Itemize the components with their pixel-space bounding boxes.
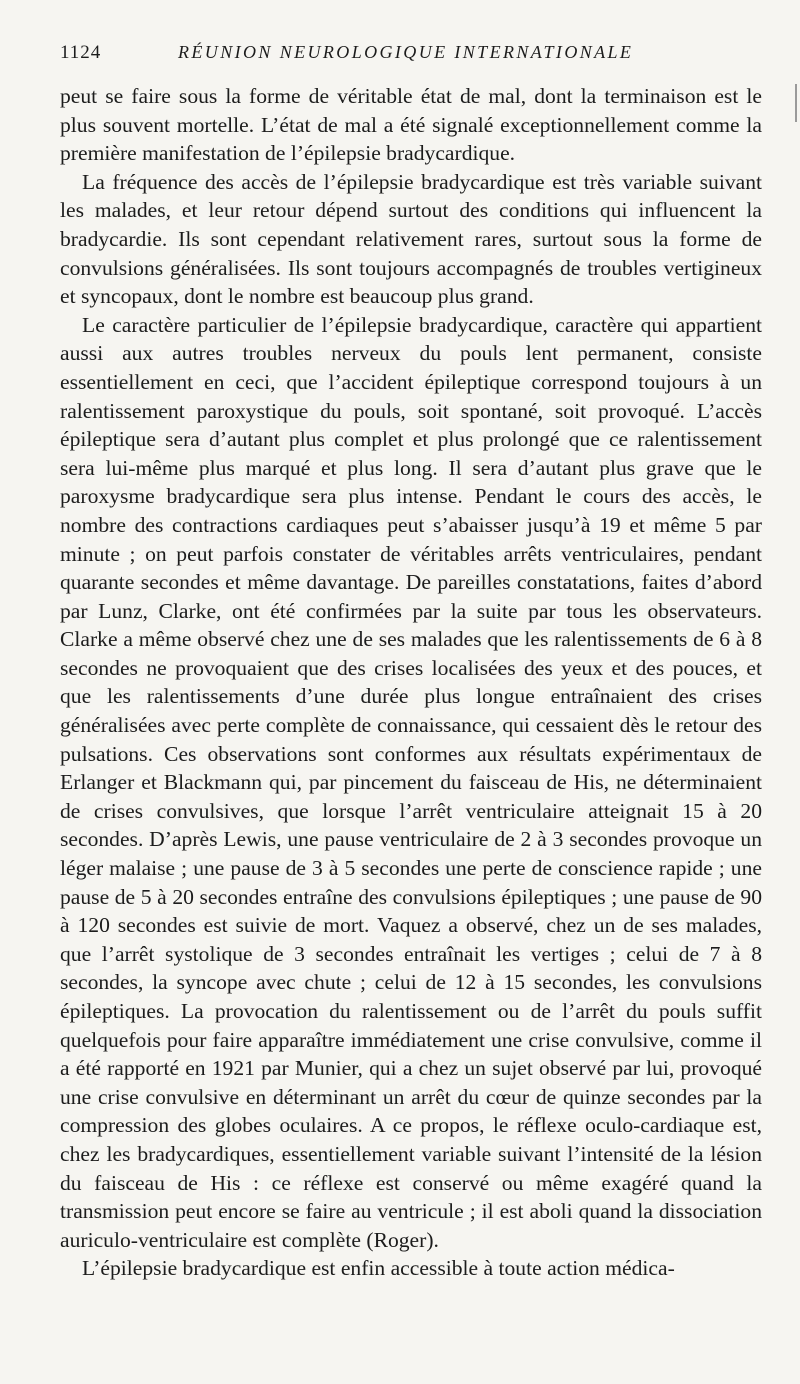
body-text — [60, 82, 762, 1283]
page-edge-mark — [795, 84, 797, 122]
paragraph-frequency: La fréquence des accès de l’épilepsie bradycardique est très variable suivant les malades, et leur retour dépend surtout des conditions qui influencent la bradycardie. Ils sont cependant relativement rares, surtout sous la forme de convulsions généralisées. Ils sont toujours accompagnés de troubles vertigineux et syncopaux, dont le nombre est beaucoup plus grand. — [60, 169, 762, 309]
page-number: 1124 — [60, 42, 102, 63]
running-title: RÉUNION NEUROLOGIQUE INTERNATIONALE — [178, 42, 634, 62]
page-header — [60, 42, 762, 82]
paragraph-continued: peut se faire sous la forme de véritable état de mal, dont la terminaison est le plus souvent mortelle. L’état de mal a été signalé exceptionnellement comme la première manifestation de l’épilepsie bradycardique. — [60, 84, 762, 166]
paragraph-character: Le caractère particulier de l’épilepsie bradycardique, caractère qui appartient aussi aux autres troubles nerveux du pouls lent permanent, consiste essentiellement en ceci, que l’accident épileptique correspond toujours à un ralentissement paroxystique du pouls, soit spontané, soit provoqué. L’accès épileptique sera d’autant plus complet et plus prolongé que ce ralentissement sera lui-même plus marqué et plus long. Il sera d’autant plus grave que le paroxysme bradycardique sera plus intense. Pendant le cours des accès, le nombre des contractions cardiaques peut s’abaisser jusqu’à 19 et même 5 par minute ; on peut parfois constater de véritables arrêts ventriculaires, pendant quarante secondes et même davantage. De pareilles constatations, faites d’abord par Lunz, Clarke, ont été confirmées par la suite par tous les observateurs. Clarke a même observé chez une de ses malades que les ralentissements de 6 à 8 secondes ne provoquaient que des crises localisées des yeux et des pouces, et que les ralentissements d’une durée plus longue entraînaient des crises généralisées avec perte complète de connaissance, qui cessaient dès le retour des pulsations. Ces observations sont conformes aux résultats expérimentaux de Erlanger et Blackmann qui, par pincement du faisceau de His, ne déterminaient de crises convulsives, que lorsque l’arrêt ventriculaire atteignait 15 à 20 secondes. D’après Lewis, une pause ventriculaire de 2 à 3 secondes provoque un léger malaise ; une pause de 3 à 5 secondes une perte de conscience rapide ; une pause de 5 à 20 secondes entraîne des convulsions épileptiques ; une pause de 90 à 120 secondes est suivie de mort. Vaquez a observé, chez un de ses malades, que l’arrêt systolique de 3 secondes entraînait les vertiges ; celui de 7 à 8 secondes, la syncope avec chute ; celui de 12 à 15 secondes, les convulsions épileptiques. La provocation du ralentissement ou de l’arrêt du pouls suffit quelquefois pour faire apparaître immédiatement une crise convulsive, comme il a été rapporté en 1921 par Munier, qui a chez un sujet observé par lui, provoqué une crise convulsive en déterminant un arrêt du cœur de quinze secondes par la compression des globes oculaires. A ce propos, le réflexe oculo-cardiaque est, chez les bradycardiques, essentiellement variable suivant l’intensité de la lésion du faisceau de His : ce réflexe est conservé ou même exagéré quand la transmission peut encore se faire au ventricule ; il est aboli quand la dissociation auriculo-ventriculaire est complète (Roger). — [60, 312, 762, 1252]
paragraph-treatment: L’épilepsie bradycardique est enfin accessible à toute action médica- — [82, 1256, 675, 1281]
